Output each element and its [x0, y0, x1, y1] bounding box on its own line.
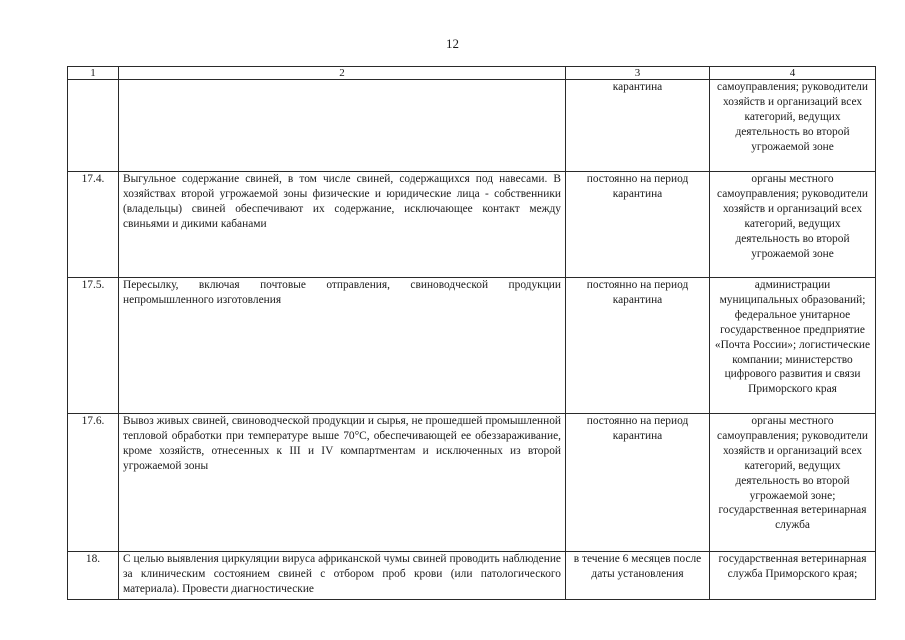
table-row-18: [68, 552, 876, 600]
row-responsible: государственная ветеринарная служба Приморского края;: [710, 552, 876, 600]
row-responsible: администрации муниципальных образований; федеральное унитарное государственное предприятие «Почта России»; логистические компании; министерство цифрового развития и связи Приморского края: [710, 278, 876, 414]
row-term: постоянно на период карантина: [566, 278, 710, 414]
row-description: Выгульное содержание свиней, в том числе свиней, содержащихся под навесами. В хозяйствах второй угрожаемой зоны физические и юридические лица - собственники (владельцы) свиней обеспечивают их содержание, исключающее контакт между свиньями и дикими кабанами: [119, 172, 566, 278]
column-header-2: 2: [119, 67, 566, 80]
row-description: С целью выявления циркуляции вируса африканской чумы свиней проводить наблюдение за клиническим состоянием свиней с отбором проб крови (или патологического материала). Провести диагностические: [119, 552, 566, 600]
row-description: [119, 80, 566, 172]
row-term: постоянно на период карантина: [566, 172, 710, 278]
table-header-row: [68, 67, 876, 80]
row-description: Вывоз живых свиней, свиноводческой продукции и сырья, не прошедшей промышленной тепловой обработки при температуре выше 70°С, обеспечивающей ее обеззараживание, кроме хозяйств, отнесенных к III и IV компартментам и исключенных из второй угрожаемой зоны: [119, 414, 566, 552]
row-number: 17.6.: [68, 414, 119, 552]
row-responsible: самоуправления; руководители хозяйств и организаций всех категорий, ведущих деятельность во второй угрожаемой зоне: [710, 80, 876, 172]
row-number: 17.4.: [68, 172, 119, 278]
row-description: Пересылку, включая почтовые отправления, свиноводческой продукции непромышленного изготовления: [119, 278, 566, 414]
row-term: карантина: [566, 80, 710, 172]
row-responsible: органы местного самоуправления; руководители хозяйств и организаций всех категорий, ведущих деятельность во второй угрожаемой зоне; государственная ветеринарная служба: [710, 414, 876, 552]
row-term: в течение 6 месяцев после даты установления: [566, 552, 710, 600]
row-number: 17.5.: [68, 278, 119, 414]
column-header-3: 3: [566, 67, 710, 80]
column-header-4: 4: [710, 67, 876, 80]
row-number: 18.: [68, 552, 119, 600]
table-row-17-4: [68, 172, 876, 278]
row-term: постоянно на период карантина: [566, 414, 710, 552]
page-number: 12: [446, 36, 459, 51]
measures-table: [67, 66, 876, 600]
row-number: [68, 80, 119, 172]
table-row-17-6: [68, 414, 876, 552]
column-header-1: 1: [68, 67, 119, 80]
table-row-17-5: [68, 278, 876, 414]
table-row-continued: [68, 80, 876, 172]
row-responsible: органы местного самоуправления; руководители хозяйств и организаций всех категорий, ведущих деятельность во второй угрожаемой зоне: [710, 172, 876, 278]
